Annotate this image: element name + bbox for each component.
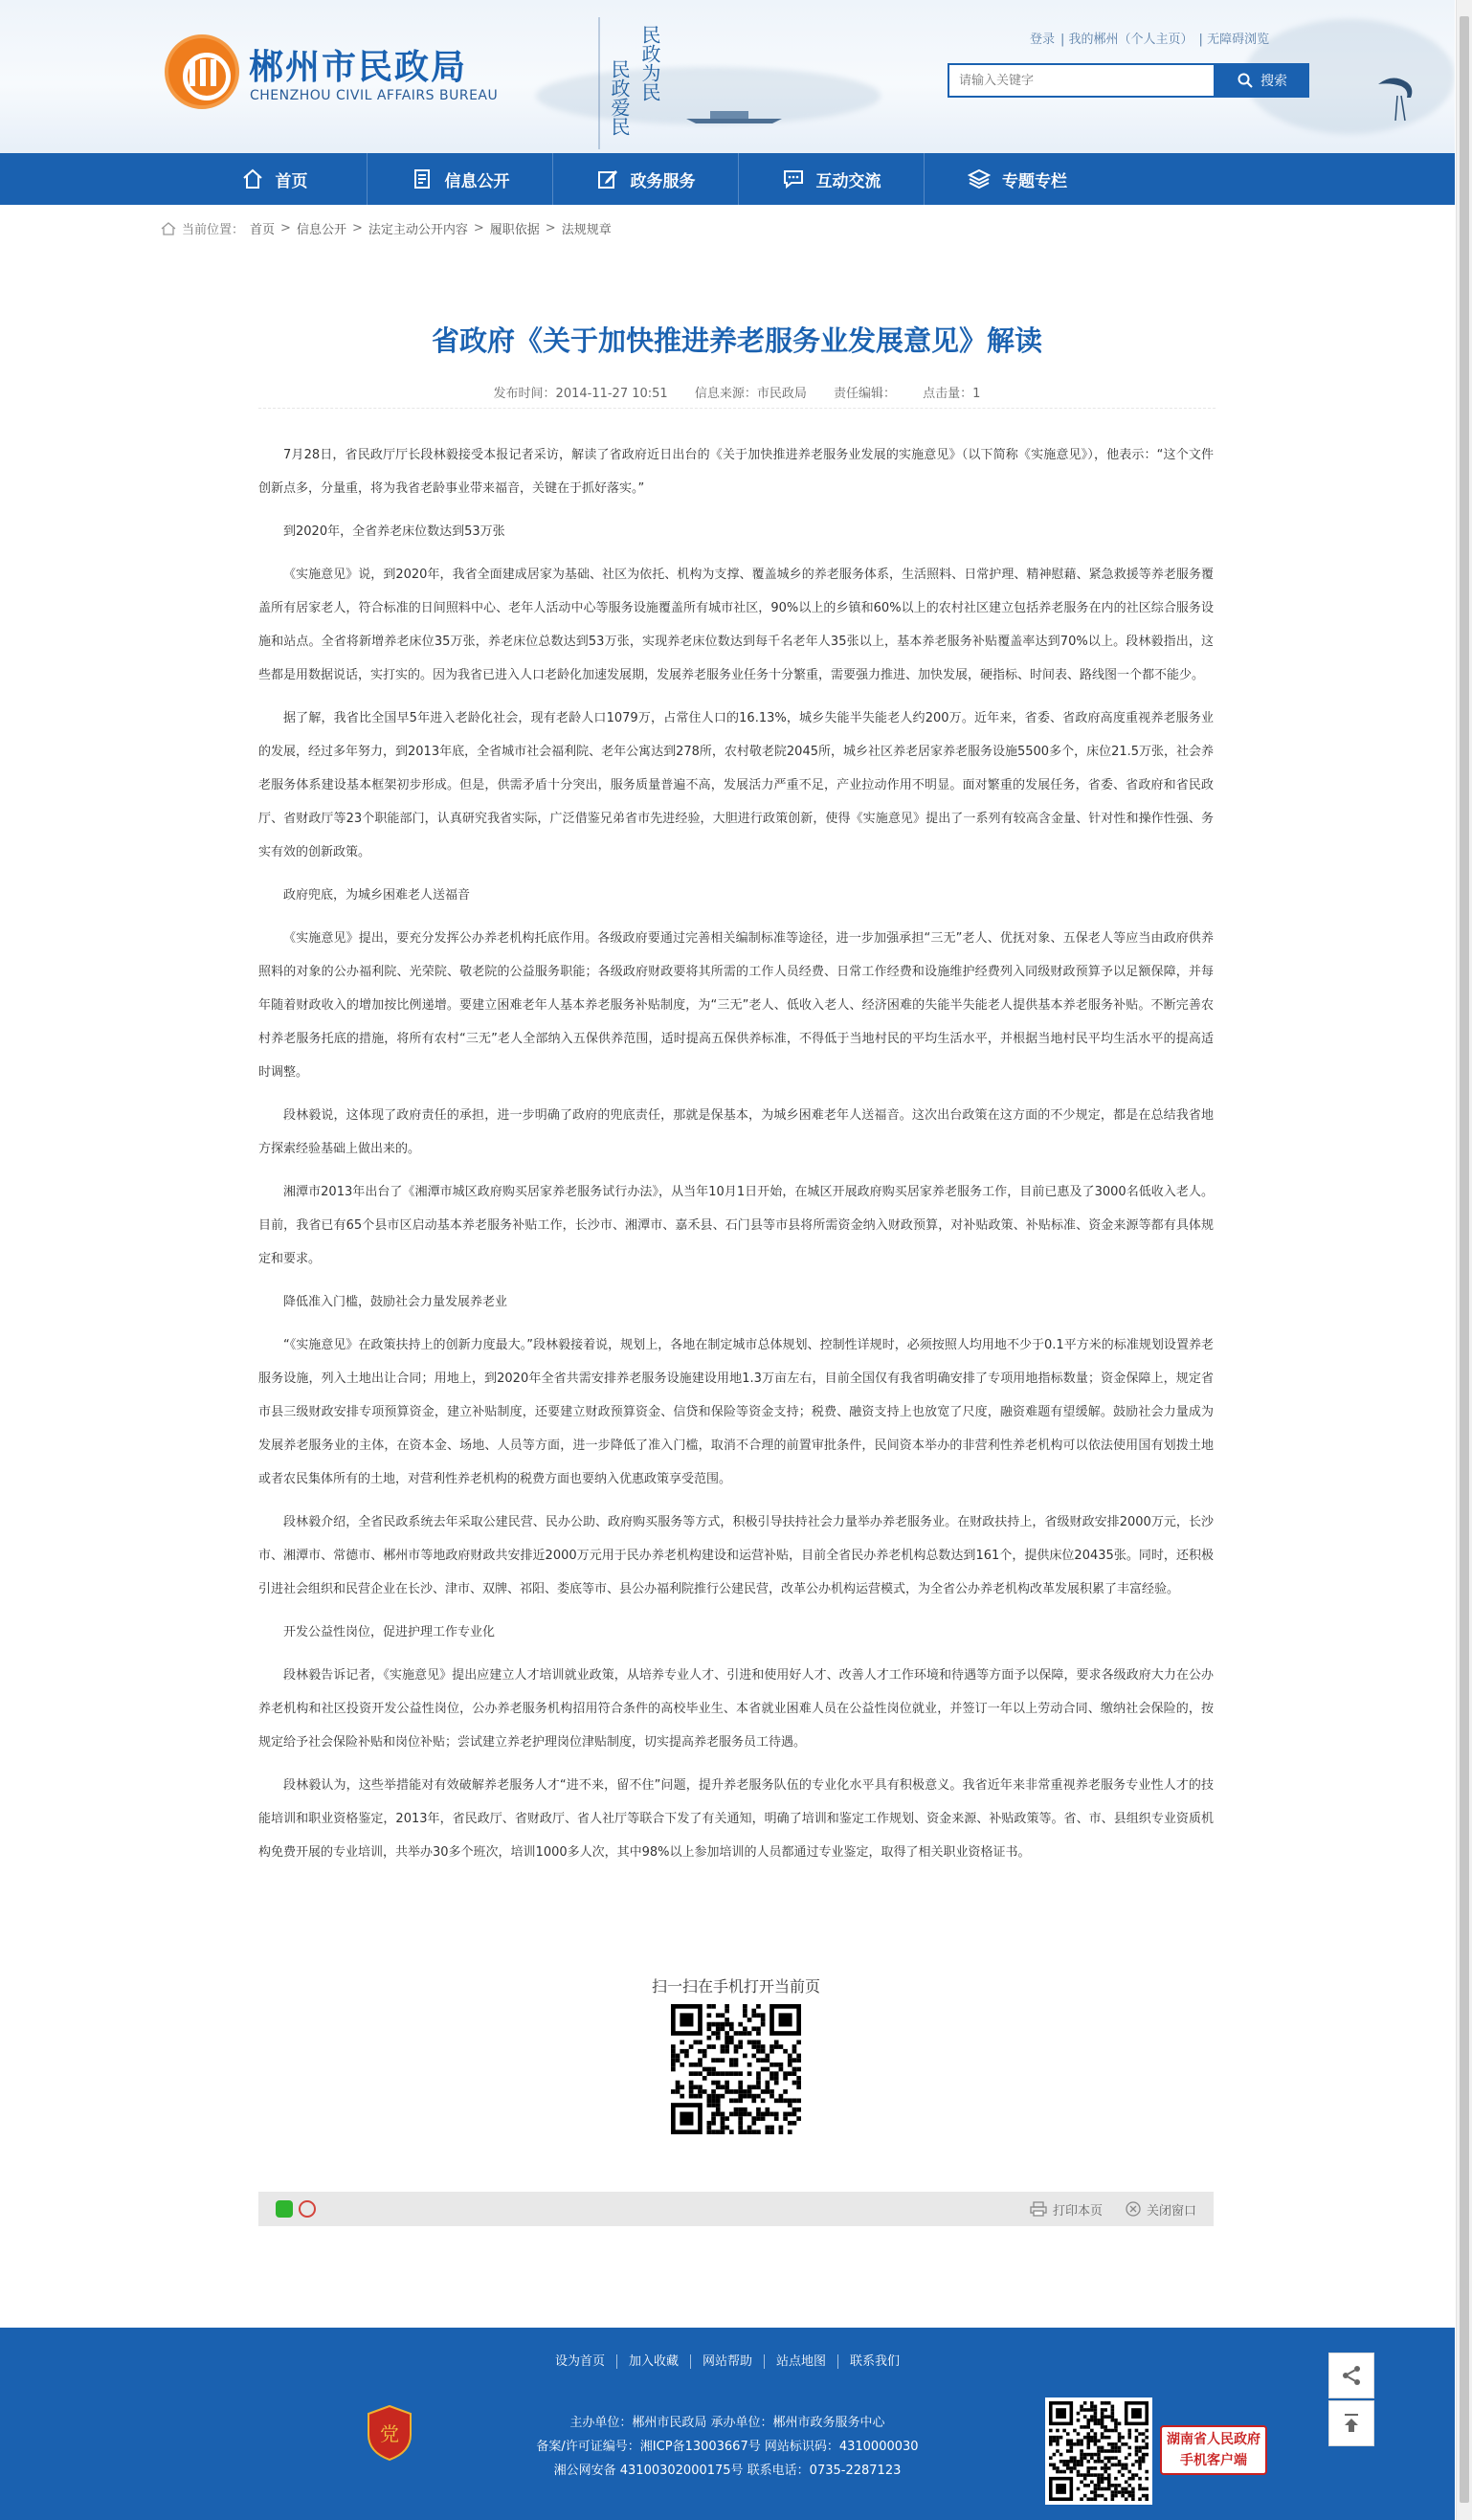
nav-label: 专题专栏	[1002, 171, 1067, 191]
breadcrumb-item-home[interactable]: 首页	[250, 223, 276, 237]
site-footer	[0, 2328, 1455, 2520]
layers-icon	[968, 167, 991, 190]
click-count: 点击量：1	[923, 387, 981, 401]
document-icon	[411, 167, 434, 190]
home-icon	[241, 167, 264, 190]
logo-emblem-icon[interactable]	[165, 34, 239, 109]
weibo-share-icon[interactable]	[299, 2200, 316, 2218]
nav-item-special-topics[interactable]	[925, 153, 1110, 205]
qr-title: 扫一扫在手机打开当前页	[651, 1977, 820, 1996]
hunan-gov-app-link[interactable]	[1160, 2425, 1267, 2475]
top-links: 登录 | 我的郴州（个人主页） | 无障碍浏览	[1030, 33, 1270, 47]
footer-sponsor: 主办单位：郴州市民政局 承办单位：郴州市政务服务中心	[569, 2416, 885, 2430]
printer-icon	[1030, 2201, 1047, 2217]
nav-item-info-disclosure[interactable]	[368, 153, 553, 205]
nav-label: 政务服务	[630, 171, 696, 191]
share-icon	[1340, 2364, 1363, 2387]
article-paragraph: 段林毅说，这体现了政府责任的承担，进一步明确了政府的兜底责任，那就是保基本，为城乡困难老年人送福音。这次出台政策在这方面的不少规定，都是在总结我省地方探索经验基础上做出来的。	[258, 1108, 1214, 1156]
nav-item-interaction[interactable]	[739, 153, 925, 205]
close-window-button[interactable]	[1126, 2200, 1196, 2219]
arrow-up-icon	[1340, 2412, 1363, 2435]
close-label: 关闭窗口	[1146, 2203, 1196, 2219]
breadcrumb-item-info[interactable]: 信息公开	[296, 223, 346, 237]
site-logo-subtitle: CHENZHOU CIVIL AFFAIRS BUREAU	[250, 88, 499, 103]
nav-item-home[interactable]	[182, 153, 368, 205]
article-paragraph: 7月28日，省民政厅厅长段林毅接受本报记者采访，解读了省政府近日出台的《关于加快推进养老服务业发展的实施意见》（以下简称《实施意见》），他表示：“这个文件创新点多，分量重，将为我省老龄事业带来福音，关键在于抓好落实。”	[258, 448, 1214, 496]
crane-icon	[1369, 65, 1426, 123]
footer-qr-code-image	[1045, 2397, 1152, 2505]
footer-link-sitemap[interactable]: 站点地图	[765, 2354, 838, 2369]
info-source: 信息来源：市民政局	[694, 387, 807, 401]
search-button-label: 搜索	[1260, 74, 1287, 89]
article-subheading: 到2020年，全省养老床位数达到53万张	[283, 524, 505, 539]
footer-link-help[interactable]: 网站帮助	[691, 2354, 765, 2369]
footer-link-contact[interactable]: 联系我们	[850, 2354, 901, 2369]
site-header	[0, 0, 1455, 153]
footer-links	[0, 2351, 1455, 2369]
breadcrumb-item-regulations[interactable]: 法规规章	[561, 223, 612, 237]
site-logo-title[interactable]: 郴州市民政局	[249, 48, 468, 87]
breadcrumb-item-statutory[interactable]: 法定主动公开内容	[368, 223, 468, 237]
publish-time: 发布时间：2014-11-27 10:51	[493, 387, 668, 401]
accessibility-link[interactable]: 无障碍浏览	[1207, 33, 1270, 47]
search-button[interactable]	[1216, 63, 1309, 98]
article-subheading: 政府兜底，为城乡困难老人送福音	[283, 888, 471, 903]
search-icon	[1238, 73, 1253, 88]
qr-code-image	[671, 2004, 801, 2134]
motto-banner	[598, 17, 659, 149]
meta-divider	[258, 408, 1216, 409]
app-link-line-1: 湖南省人民政府	[1167, 2432, 1260, 2447]
share-float-button[interactable]	[1328, 2353, 1374, 2398]
article-meta	[258, 383, 1216, 401]
nav-label: 互动交流	[815, 171, 881, 191]
close-icon	[1126, 2201, 1141, 2217]
article-paragraph: 段林毅告诉记者，《实施意见》提出应建立人才培训就业政策，从培养专业人才、引进和使用好人才、改善人才工作环境和待遇等方面予以保障，要求各级政府大力在公办养老机构和社区投资开发公益性岗位，公办养老服务机构招用符合条件的高校毕业生、本省就业困难人员在公益性岗位就业，并签订一年以上劳动合同、缴纳社会保险的，按规定给予社会保险补贴和岗位补贴；尝试建立养老护理岗位津贴制度，切实提高养老服务员工待遇。	[258, 1668, 1214, 1750]
breadcrumb-prefix: 当前位置：	[182, 223, 245, 237]
article-paragraph: 《实施意见》说，到2020年，我省全面建成居家为基础、社区为依托、机构为支撑、覆盖城乡的养老服务体系，生活照料、日常护理、精神慰藉、紧急救援等养老服务覆盖所有居家老人，符合标准的日间照料中心、老年人活动中心等服务设施覆盖所有城市社区，90%以上的乡镇和60%以上的农村社区建立包括养老服务在内的社区综合服务设施和站点。全省将新增养老床位35万张，养老床位总数达到53万张，实现养老床位数达到每千名老年人35张以上，基本养老服务补贴覆盖率达到70%以上。段林毅指出，这些都是用数据说话，实打实的。因为我省已进入人口老龄化加速发展期，发展养老服务业任务十分繁重，需要强力推进、加快发展，硬指标、时间表、路线图一个都不能少。	[258, 568, 1214, 682]
search-input[interactable]	[949, 65, 1214, 96]
edit-icon	[596, 167, 619, 190]
article-title: 省政府《关于加快推进养老服务业发展意见》解读	[431, 324, 1042, 357]
footer-police: 湘公网安备 43100302000175号 联系电话：0735-2287123	[553, 2464, 902, 2478]
search-box	[948, 63, 1216, 98]
article-paragraph: 据了解，我省比全国早5年进入老龄化社会，现有老龄人口1079万，占常住人口的16.13%，城乡失能半失能老人约200万。近年来，省委、省政府高度重视养老服务业的发展，经过多年努力，到2013年底，全省城市社会福利院、老年公寓达到278所，农村敬老院2045所，城乡社区养老居家养老服务设施5500多个，床位21.5万张，社会养老服务体系建设基本框架初步形成。但是，供需矛盾十分突出，服务质量普遍不高，发展活力严重不足，产业拉动作用不明显。面对繁重的发展任务，省委、省政府和省民政厅、省财政厅等23个职能部门，认真研究我省实际，广泛借鉴兄弟省市先进经验，大胆进行政策创新，使得《实施意见》提出了一系列有较高含金量、针对性和操作性强、务实有效的创新政策。	[258, 711, 1215, 859]
article-subheading: 开发公益性岗位，促进护理工作专业化	[283, 1625, 496, 1639]
article-subheading: 降低准入门槛，鼓励社会力量发展养老业	[283, 1295, 508, 1309]
print-button[interactable]	[1030, 2200, 1103, 2219]
share-bar	[258, 2192, 1214, 2226]
article-body	[258, 438, 1214, 1879]
breadcrumb: 当前位置： 首页 > 信息公开 > 法定主动公开内容 > 履职依据 > 法规规章	[161, 219, 612, 237]
article-paragraph: 湘潭市2013年出台了《湘潭市城区政府购买居家养老服务试行办法》，从当年10月1日开始，在城区开展政府购买居家养老服务工作，目前已惠及了3000名低收入老人。目前，我省已有65个县市区启动基本养老服务补贴工作，长沙市、湘潭市、嘉禾县、石门县等市县将所需资金纳入财政预算，对补贴政策、补贴标准、资金来源等都有具体规定和要求。	[258, 1185, 1214, 1266]
article-paragraph: 段林毅认为，这些举措能对有效破解养老服务人才“进不来，留不住”问题，提升养老服务队伍的专业化水平具有积极意义。我省近年来非常重视养老服务专业性人才的技能培训和职业资格鉴定，2013年，省民政厅、省财政厅、省人社厅等联合下发了有关通知，明确了培训和鉴定工作规划、资金来源、补贴政策等。省、市、县组织专业资质机构免费开展的专业培训，共举办30多个班次，培训1000多人次，其中98%以上参加培训的人员都通过专业鉴定，取得了相关职业资格证书。	[258, 1778, 1214, 1860]
motto-line-1: 民政为民	[638, 25, 661, 101]
footer-icp: 备案/许可证编号：湘ICP备13003667号 网站标识码：4310000030	[536, 2440, 919, 2454]
qr-section	[258, 1974, 1214, 2134]
article-paragraph: 《实施意见》提出，要充分发挥公办养老机构托底作用。各级政府要通过完善相关编制标准等途径，进一步加强承担“三无”老人、优抚对象、五保老人等应当由政府供养照料的对象的公办福利院、光荣院、敬老院的公益服务职能；各级政府财政要将其所需的工作人员经费、日常工作经费和设施维护经费列入同级财政预算予以足额保障，并每年随着财政收入的增加按比例递增。要建立困难老年人基本养老服务补贴制度，为“三无”老人、低收入老人、经济困难的失能半失能老人提供基本养老服务补贴。不断完善农村养老服务托底的措施，将所有农村“三无”老人全部纳入五保供养范围，适时提高五保供养标准，不得低于当地村民的平均生活水平，并根据当地村民平均生活水平的提高适时调整。	[258, 931, 1214, 1080]
svg-text:党: 党	[380, 2422, 399, 2445]
editor: 责任编辑：	[834, 387, 897, 401]
back-to-top-button[interactable]	[1328, 2400, 1374, 2446]
motto-line-2: 民政爱民	[608, 59, 631, 136]
login-link[interactable]: 登录	[1030, 33, 1056, 47]
main-nav	[0, 153, 1455, 205]
my-chenzhou-link[interactable]: 我的郴州（个人主页）	[1068, 33, 1193, 47]
app-link-line-2: 手机客户端	[1180, 2453, 1247, 2468]
scrollbar-thumb[interactable]	[1460, 16, 1469, 2503]
article-paragraph: 段林毅介绍，全省民政系统去年采取公建民营、民办公助、政府购买服务等方式，积极引导扶持社会力量举办养老服务业。在财政扶持上，省级财政安排2000万元，长沙市、湘潭市、常德市、郴州市等地政府财政共安排近2000万元用于民办养老机构建设和运营补贴，目前全省民办养老机构总数达到161个，提供床位20435张。同时，还积极引进社会组织和民营企业在长沙、津市、双牌、祁阳、娄底等市、县公办福利院推行公建民营，改革公办机构运营模式，为全省公办养老机构改革发展积累了丰富经验。	[258, 1515, 1214, 1596]
article-paragraph: “《实施意见》在政策扶持上的创新力度最大。”段林毅接着说，规划上，各地在制定城市总体规划、控制性详规时，必须按照人均用地不少于0.1平方米的标准规划设置养老服务设施，列入土地出让合同；用地上，到2020年全省共需安排养老服务设施建设用地1.3万亩左右，目前全国仅有我省明确安排了专项用地指标数量；资金保障上，规定省市县三级财政安排专项预算资金，建立补贴制度，还要建立财政预算资金、信贷和保险等资金支持；税费、融资支持上也放宽了尺度，融资难题有望缓解。鼓励社会力量成为发展养老服务业的主体，在资本金、场地、人员等方面，进一步降低了准入门槛，取消不合理的前置审批条件，民间资本举办的非营利性养老机构可以依法使用国有划拨土地或者农民集体所有的土地，对营利性养老机构的税费方面也要纳入优惠政策享受范围。	[258, 1338, 1214, 1486]
nav-label: 信息公开	[444, 171, 510, 191]
chat-icon	[782, 167, 805, 190]
breadcrumb-item-duty-basis[interactable]: 履职依据	[489, 223, 540, 237]
wechat-share-icon[interactable]	[276, 2200, 293, 2218]
nav-item-gov-services[interactable]	[553, 153, 739, 205]
nav-label: 首页	[275, 171, 308, 191]
print-label: 打印本页	[1052, 2203, 1103, 2219]
footer-link-set-homepage[interactable]: 设为首页	[544, 2354, 617, 2369]
vertical-scrollbar[interactable]	[1456, 0, 1472, 2520]
boat-icon	[681, 107, 787, 124]
home-icon	[161, 222, 176, 235]
footer-link-bookmark[interactable]: 加入收藏	[617, 2354, 691, 2369]
